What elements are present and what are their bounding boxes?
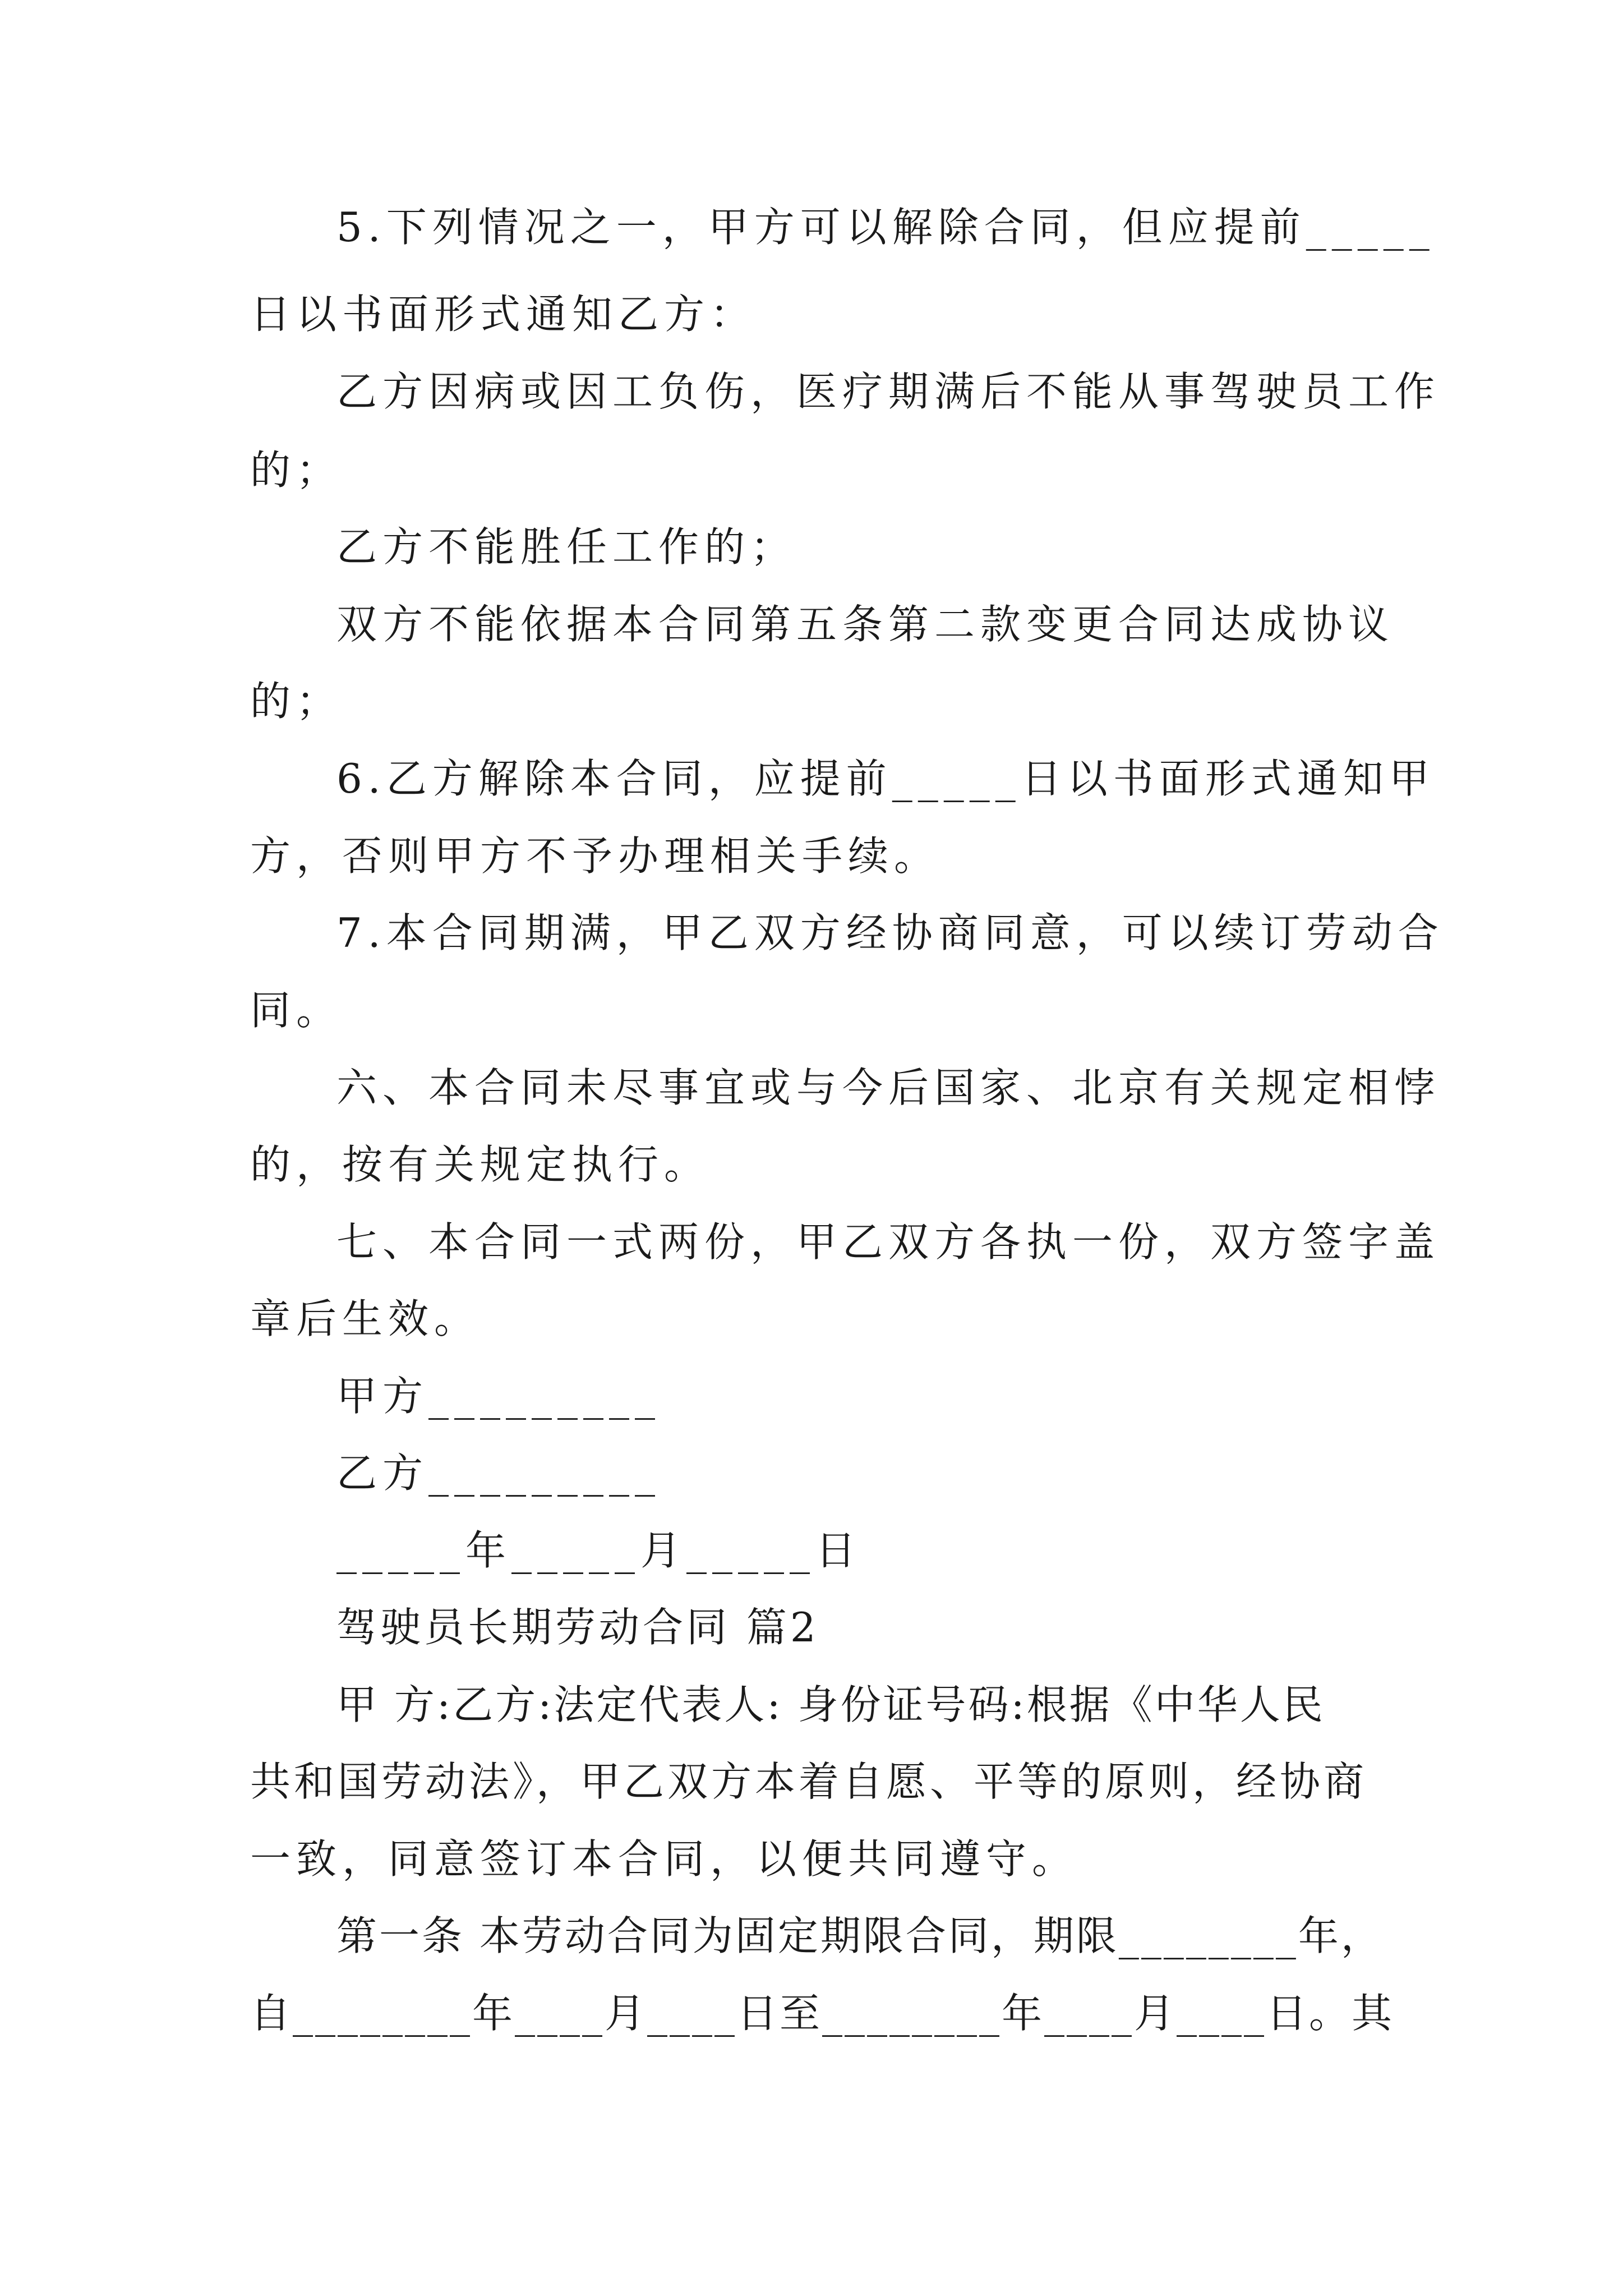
section-7-line-1: 七、本合同一式两份，甲乙双方各执一份，双方签字盖: [336, 1218, 1441, 1266]
clause-7-line-2: 同。: [250, 987, 343, 1034]
parties-line-2: 共和国劳动法》，甲乙双方本着自愿、平等的原则，经协商: [250, 1758, 1368, 1805]
section-6-line-1: 六、本合同未尽事宜或与今后国家、北京有关规定相悖: [336, 1064, 1441, 1111]
clause-5-line-2: 日以书面形式通知乙方：: [250, 291, 757, 338]
signature-date: _____年_____月_____日: [336, 1527, 861, 1574]
item-no-agreement-line-2: 的；: [250, 678, 343, 725]
section-6-line-2: 的，按有关规定执行。: [250, 1141, 711, 1188]
clause-6-line-1: 6.乙方解除本合同，应提前_____日以书面形式通知甲: [336, 755, 1435, 802]
article-1-line-2: 自________年____月____日至________年____月____日。其: [250, 1990, 1395, 2037]
section-heading: 驾驶员长期劳动合同 篇2: [336, 1604, 819, 1651]
clause-5-line-1: 5.下列情况之一，甲方可以解除合同，但应提前_____: [336, 204, 1435, 251]
item-incompetent: 乙方不能胜任工作的；: [336, 523, 797, 570]
item-no-agreement-line-1: 双方不能依据本合同第五条第二款变更合同达成协议: [336, 601, 1395, 648]
parties-line-3: 一致，同意签订本合同，以便共同遵守。: [250, 1835, 1078, 1883]
party-a-signature: 甲方_________: [336, 1373, 661, 1420]
clause-7-line-1: 7.本合同期满，甲乙双方经协商同意，可以续订劳动合: [336, 909, 1444, 956]
section-7-line-2: 章后生效。: [250, 1295, 481, 1342]
item-illness-line-2: 的；: [250, 447, 343, 494]
clause-6-line-2: 方，否则甲方不予办理相关手续。: [250, 832, 940, 880]
party-b-signature: 乙方_________: [336, 1450, 661, 1497]
item-illness-line-1: 乙方因病或因工负伤，医疗期满后不能从事驾驶员工作: [336, 368, 1441, 415]
article-1-line-1: 第一条 本劳动合同为固定期限合同，期限________年，: [336, 1912, 1384, 1959]
parties-line-1: 甲 方:乙方:法定代表人: 身份证号码:根据《中华人民: [336, 1681, 1325, 1728]
